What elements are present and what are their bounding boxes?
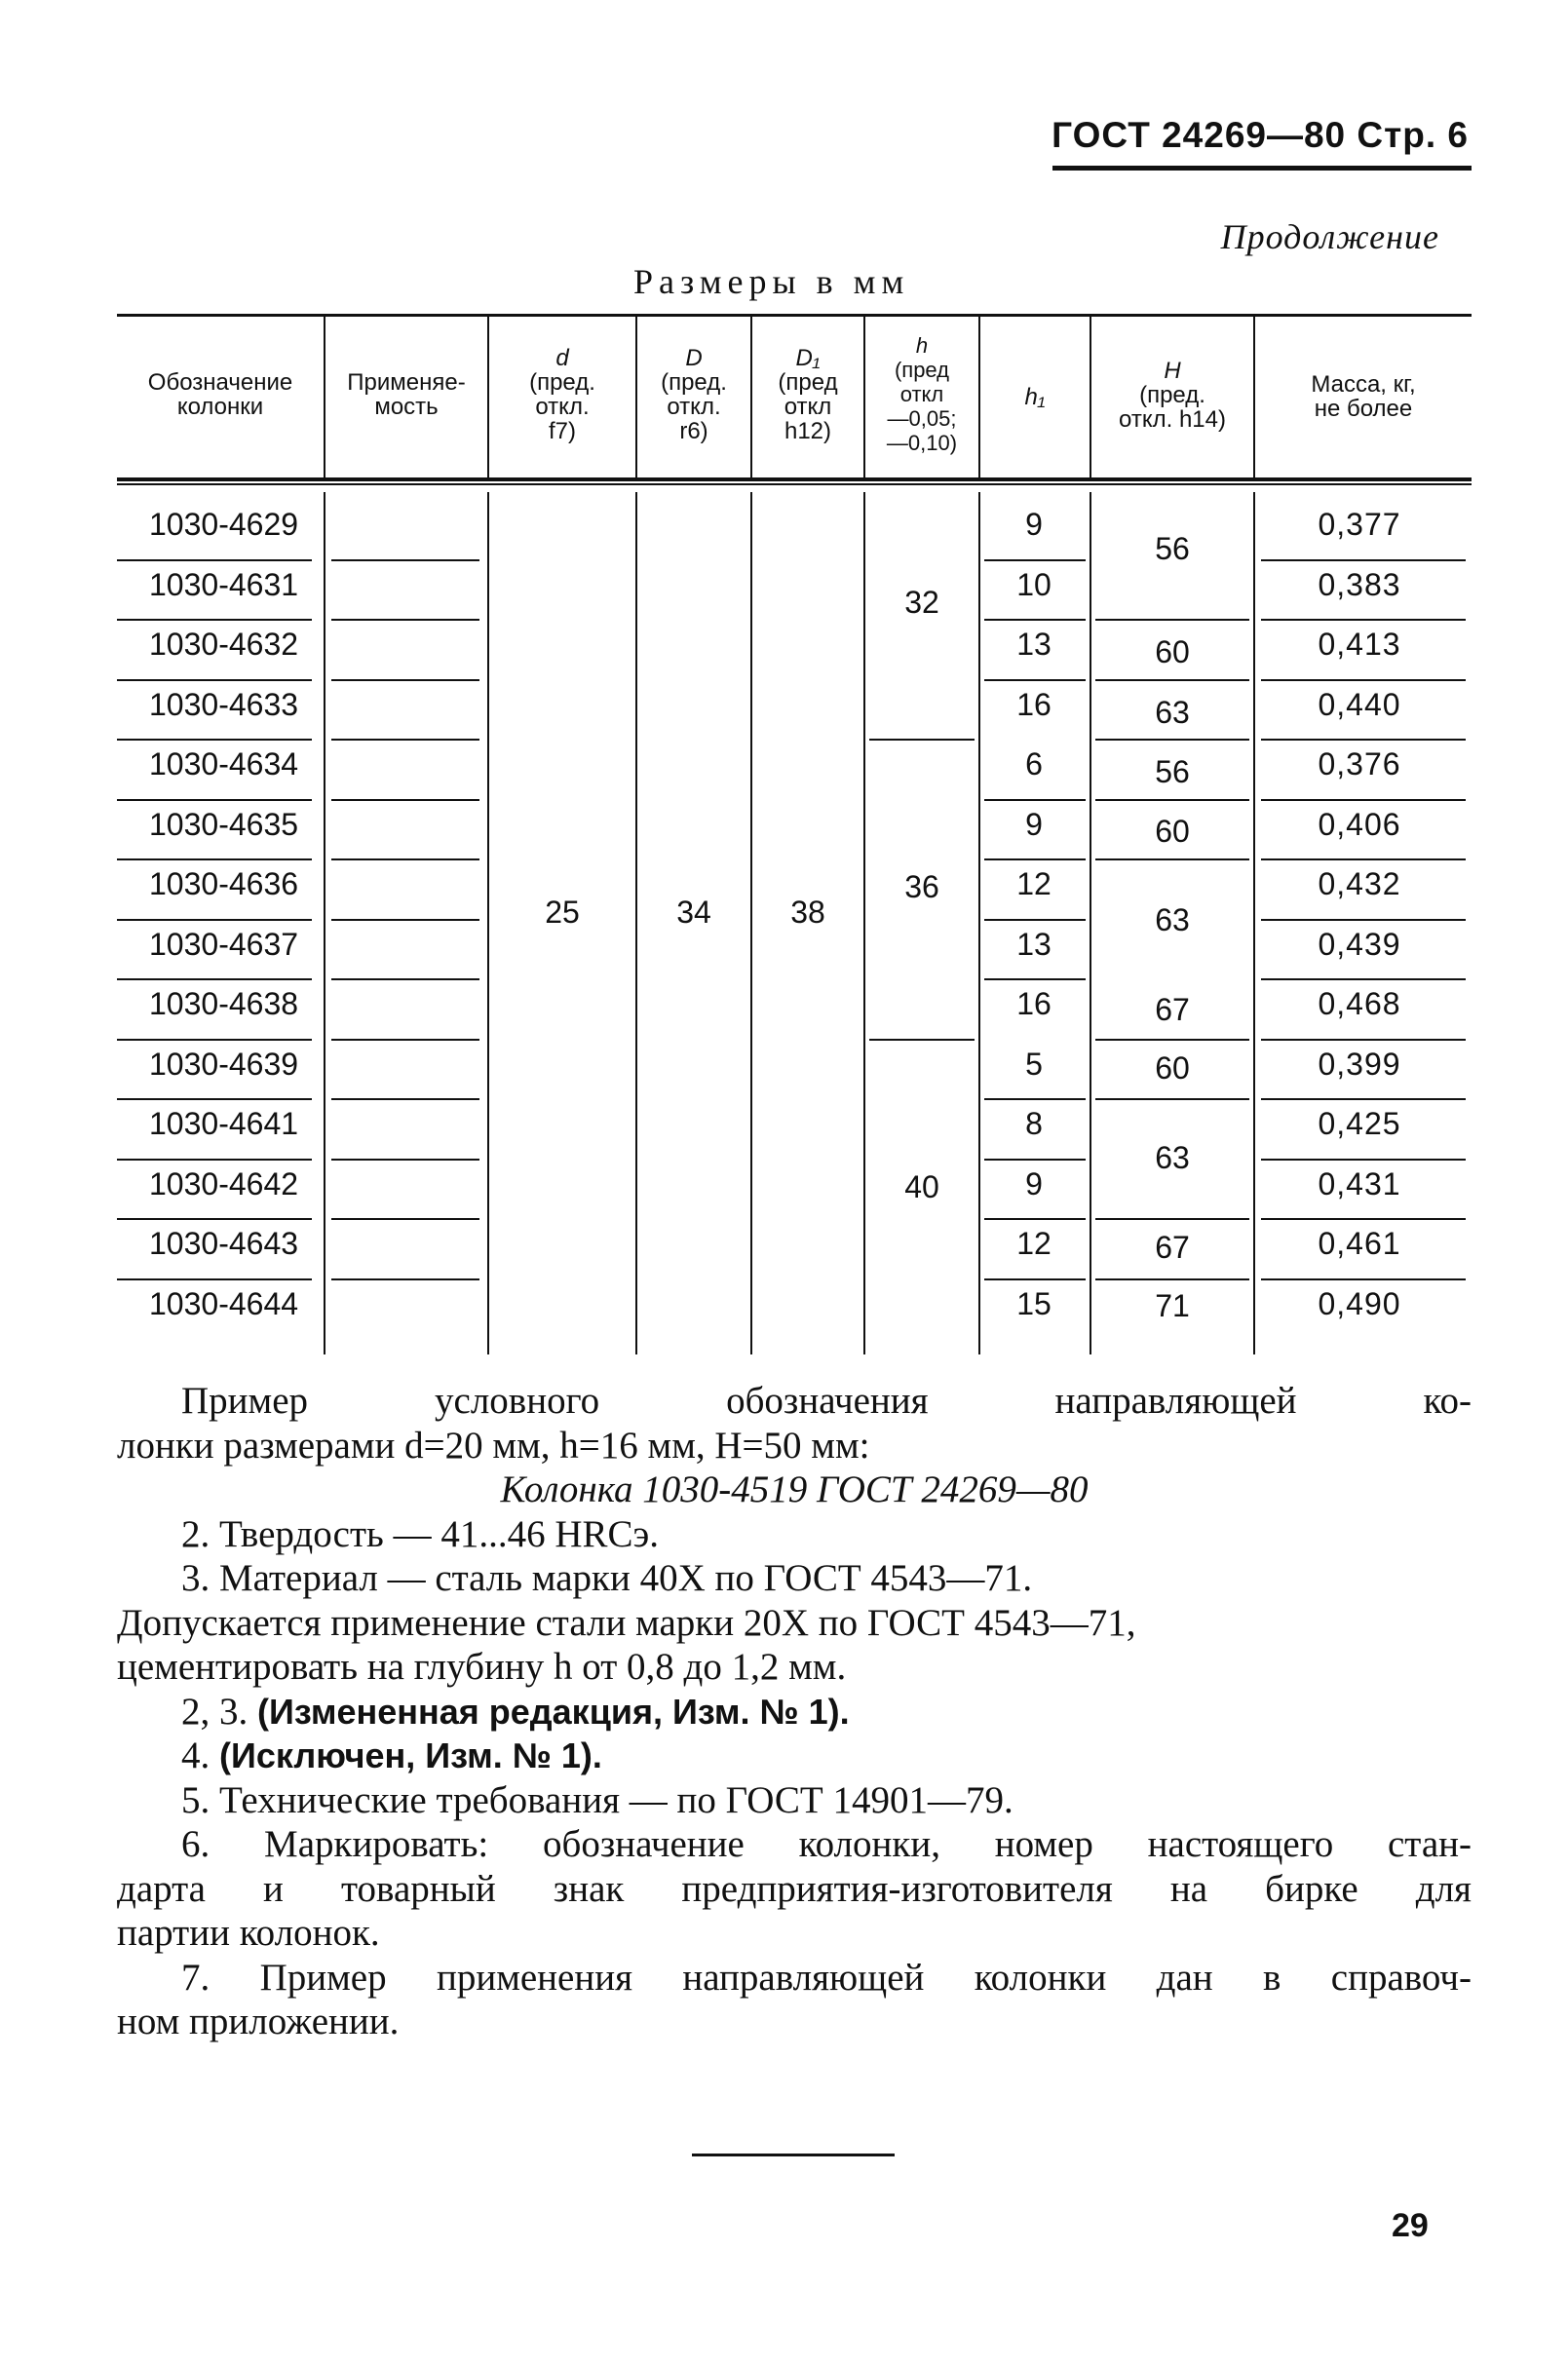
h1-rule — [984, 1098, 1086, 1100]
designation-rule — [117, 619, 312, 621]
mass-cell: 0,406 — [1318, 807, 1401, 842]
h1-rule — [984, 858, 1086, 860]
designation-cell: 1030-4642 — [149, 1166, 299, 1201]
H-rule — [1095, 1278, 1249, 1280]
applicability-rule — [331, 739, 479, 741]
designation-rule — [117, 559, 312, 561]
col-header-applicability: Применяе- мость — [347, 369, 466, 420]
item-5: 5. Технические требования — по ГОСТ 14901—79. — [181, 1778, 1013, 1821]
col-header-mass: Масса, кг, не более — [1311, 371, 1416, 422]
mass-cell: 0,468 — [1318, 986, 1401, 1021]
h1-cell: 9 — [1025, 1166, 1043, 1201]
h-group-40: 40 — [904, 1169, 939, 1204]
H-cell: 56 — [1155, 754, 1190, 789]
designation-rule — [117, 1218, 312, 1220]
example-params: лонки размерами d=20 мм, h=16 мм, H=50 мм: — [117, 1424, 870, 1467]
mass-rule — [1261, 1159, 1466, 1161]
H-cell: 63 — [1155, 902, 1190, 937]
header-rule — [1052, 166, 1472, 171]
applicability-rule — [331, 679, 479, 681]
h1-cell: 8 — [1025, 1106, 1043, 1141]
example-designation: Колонка 1030-4519 ГОСТ 24269—80 — [500, 1468, 1089, 1510]
mass-cell: 0,432 — [1318, 866, 1401, 901]
col-header-H: H (пред. откл. h14) — [1119, 358, 1226, 433]
item-6: 6. Маркировать: обозначение колонки, номер настоящего стан- — [181, 1823, 1472, 1865]
item-4: 4. (Исключен, Изм. № 1). — [181, 1735, 602, 1776]
mass-cell: 0,490 — [1318, 1286, 1401, 1321]
H-cell: 67 — [1155, 1230, 1190, 1265]
col-header-h: h (пред откл —0,05; —0,10) — [886, 333, 958, 455]
designation-rule — [117, 739, 312, 741]
mass-rule — [1261, 978, 1466, 980]
designation-cell: 1030-4636 — [149, 866, 299, 901]
applicability-rule — [331, 1278, 479, 1280]
body-text — [117, 1379, 1472, 2044]
H-cell: 60 — [1155, 1050, 1190, 1086]
D-value: 34 — [676, 895, 711, 930]
page-header: ГОСТ 24269—80 Стр. 6 — [1052, 115, 1469, 155]
designation-rule — [117, 978, 312, 980]
h1-rule — [984, 619, 1086, 621]
applicability-rule — [331, 1159, 479, 1161]
h-group-36: 36 — [904, 869, 939, 904]
H-cell: 60 — [1155, 634, 1190, 669]
H-rule — [1095, 1098, 1249, 1100]
footer-rule — [692, 2154, 895, 2156]
designation-cell: 1030-4637 — [149, 927, 299, 962]
col-header-D1: D₁ (пред откл h12) — [778, 345, 838, 444]
h1-cell: 10 — [1016, 567, 1052, 602]
designation-cell: 1030-4638 — [149, 986, 299, 1021]
designation-rule — [117, 858, 312, 860]
h1-rule — [984, 978, 1086, 980]
mass-rule — [1261, 799, 1466, 801]
h-group-32: 32 — [904, 585, 939, 620]
applicability-rule — [331, 1218, 479, 1220]
mass-rule — [1261, 1098, 1466, 1100]
designation-cell: 1030-4641 — [149, 1106, 299, 1141]
item-2-3-change: 2, 3. (Измененная редакция, Изм. № 1). — [181, 1690, 850, 1733]
mass-rule — [1261, 739, 1466, 741]
H-rule — [1095, 858, 1249, 860]
page-number: 29 — [1392, 2207, 1429, 2244]
h1-rule — [984, 1218, 1086, 1220]
H-rule — [1095, 1218, 1249, 1220]
h1-cell: 9 — [1025, 807, 1043, 842]
H-cell: 71 — [1155, 1288, 1190, 1323]
header-bottom-rule — [117, 477, 1472, 481]
mass-cell: 0,439 — [1318, 927, 1401, 962]
col-header-D: D (пред. откл. r6) — [661, 345, 727, 444]
item-2: 2. Твердость — 41...46 HRCэ. — [181, 1512, 659, 1555]
mass-cell: 0,431 — [1318, 1166, 1401, 1201]
mass-rule — [1261, 1218, 1466, 1220]
mass-rule — [1261, 858, 1466, 860]
h1-rule — [984, 679, 1086, 681]
continuation-label: Продолжение — [1220, 217, 1439, 256]
designation-cell: 1030-4632 — [149, 627, 299, 662]
item-7: 7. Пример применения направляющей колонки дан в справоч- — [181, 1956, 1472, 1999]
designation-cell: 1030-4639 — [149, 1047, 299, 1082]
designation-cell: 1030-4629 — [149, 507, 299, 542]
example-intro: Пример условного обозначения направляющей ко- — [181, 1380, 1472, 1422]
item-6-cont: дарта и товарный знак предприятия-изготовителя на бирке для — [117, 1867, 1472, 1910]
h1-cell: 6 — [1025, 746, 1043, 782]
sizes-caption: Размеры в мм — [633, 262, 910, 301]
mass-cell: 0,425 — [1318, 1106, 1401, 1141]
h1-cell: 16 — [1016, 986, 1052, 1021]
item-3-note: Допускается применение стали марки 20Х по ГОСТ 4543—71, — [117, 1601, 1136, 1644]
h1-cell: 12 — [1016, 1226, 1052, 1261]
h1-cell: 15 — [1016, 1286, 1052, 1321]
mass-rule — [1261, 1278, 1466, 1280]
designation-rule — [117, 799, 312, 801]
H-rule — [1095, 739, 1249, 741]
h1-rule — [984, 559, 1086, 561]
H-rule — [1095, 679, 1249, 681]
h1-rule — [984, 919, 1086, 921]
H-cell: 67 — [1155, 992, 1190, 1027]
designation-cell: 1030-4631 — [149, 567, 299, 602]
designation-cell: 1030-4643 — [149, 1226, 299, 1261]
designation-cell: 1030-4644 — [149, 1286, 299, 1321]
h1-cell: 5 — [1025, 1047, 1043, 1082]
H-rule — [1095, 799, 1249, 801]
h1-cell: 13 — [1016, 627, 1052, 662]
designation-rule — [117, 1278, 312, 1280]
mass-cell: 0,376 — [1318, 746, 1401, 782]
applicability-rule — [331, 1098, 479, 1100]
mass-rule — [1261, 1039, 1466, 1041]
body-divider — [324, 492, 325, 1354]
h-group-rule — [869, 739, 975, 741]
applicability-rule — [331, 858, 479, 860]
item-3: 3. Материал — сталь марки 40Х по ГОСТ 4543—71. — [181, 1557, 1033, 1599]
designation-rule — [117, 919, 312, 921]
mass-rule — [1261, 919, 1466, 921]
designation-rule — [117, 679, 312, 681]
designation-cell: 1030-4635 — [149, 807, 299, 842]
designation-cell: 1030-4633 — [149, 687, 299, 722]
h1-rule — [984, 1278, 1086, 1280]
designation-rule — [117, 1159, 312, 1161]
h1-rule — [984, 799, 1086, 801]
H-cell: 63 — [1155, 695, 1190, 730]
mass-rule — [1261, 679, 1466, 681]
mass-cell: 0,461 — [1318, 1226, 1401, 1261]
col-header-h1: h₁ — [1024, 384, 1046, 410]
applicability-rule — [331, 978, 479, 980]
mass-cell: 0,377 — [1318, 507, 1401, 542]
body-divider — [863, 492, 865, 1354]
H-rule — [1095, 1039, 1249, 1041]
h1-cell: 12 — [1016, 866, 1052, 901]
designation-rule — [117, 1039, 312, 1041]
col-header-designation: Обозначение колонки — [147, 369, 293, 420]
applicability-rule — [331, 919, 479, 921]
applicability-rule — [331, 619, 479, 621]
mass-cell: 0,383 — [1318, 567, 1401, 602]
h1-cell: 16 — [1016, 687, 1052, 722]
h-group-rule — [869, 1039, 975, 1041]
h1-cell: 9 — [1025, 507, 1043, 542]
table-top-rule — [117, 314, 1472, 317]
mass-cell: 0,399 — [1318, 1047, 1401, 1082]
designation-cell: 1030-4634 — [149, 746, 299, 782]
H-cell: 63 — [1155, 1140, 1190, 1175]
D1-value: 38 — [790, 895, 825, 930]
h1-cell: 13 — [1016, 927, 1052, 962]
item-7-end: ном приложении. — [117, 2001, 400, 2042]
item-6-end: партии колонок. — [117, 1912, 380, 1954]
applicability-rule — [331, 559, 479, 561]
H-rule — [1095, 619, 1249, 621]
H-cell: 56 — [1155, 531, 1190, 566]
item-3-note-cont: цементировать на глубину h от 0,8 до 1,2 мм. — [117, 1646, 847, 1688]
applicability-rule — [331, 1039, 479, 1041]
designation-rule — [117, 1098, 312, 1100]
h1-rule — [984, 1159, 1086, 1161]
mass-cell: 0,413 — [1318, 627, 1401, 662]
body-divider — [1253, 492, 1255, 1354]
mass-rule — [1261, 559, 1466, 561]
d-value: 25 — [545, 895, 580, 930]
H-cell: 60 — [1155, 814, 1190, 849]
col-header-d: d (пред. откл. f7) — [529, 345, 595, 444]
mass-rule — [1261, 619, 1466, 621]
applicability-rule — [331, 799, 479, 801]
header-bottom-rule-2 — [117, 483, 1472, 485]
mass-cell: 0,440 — [1318, 687, 1401, 722]
